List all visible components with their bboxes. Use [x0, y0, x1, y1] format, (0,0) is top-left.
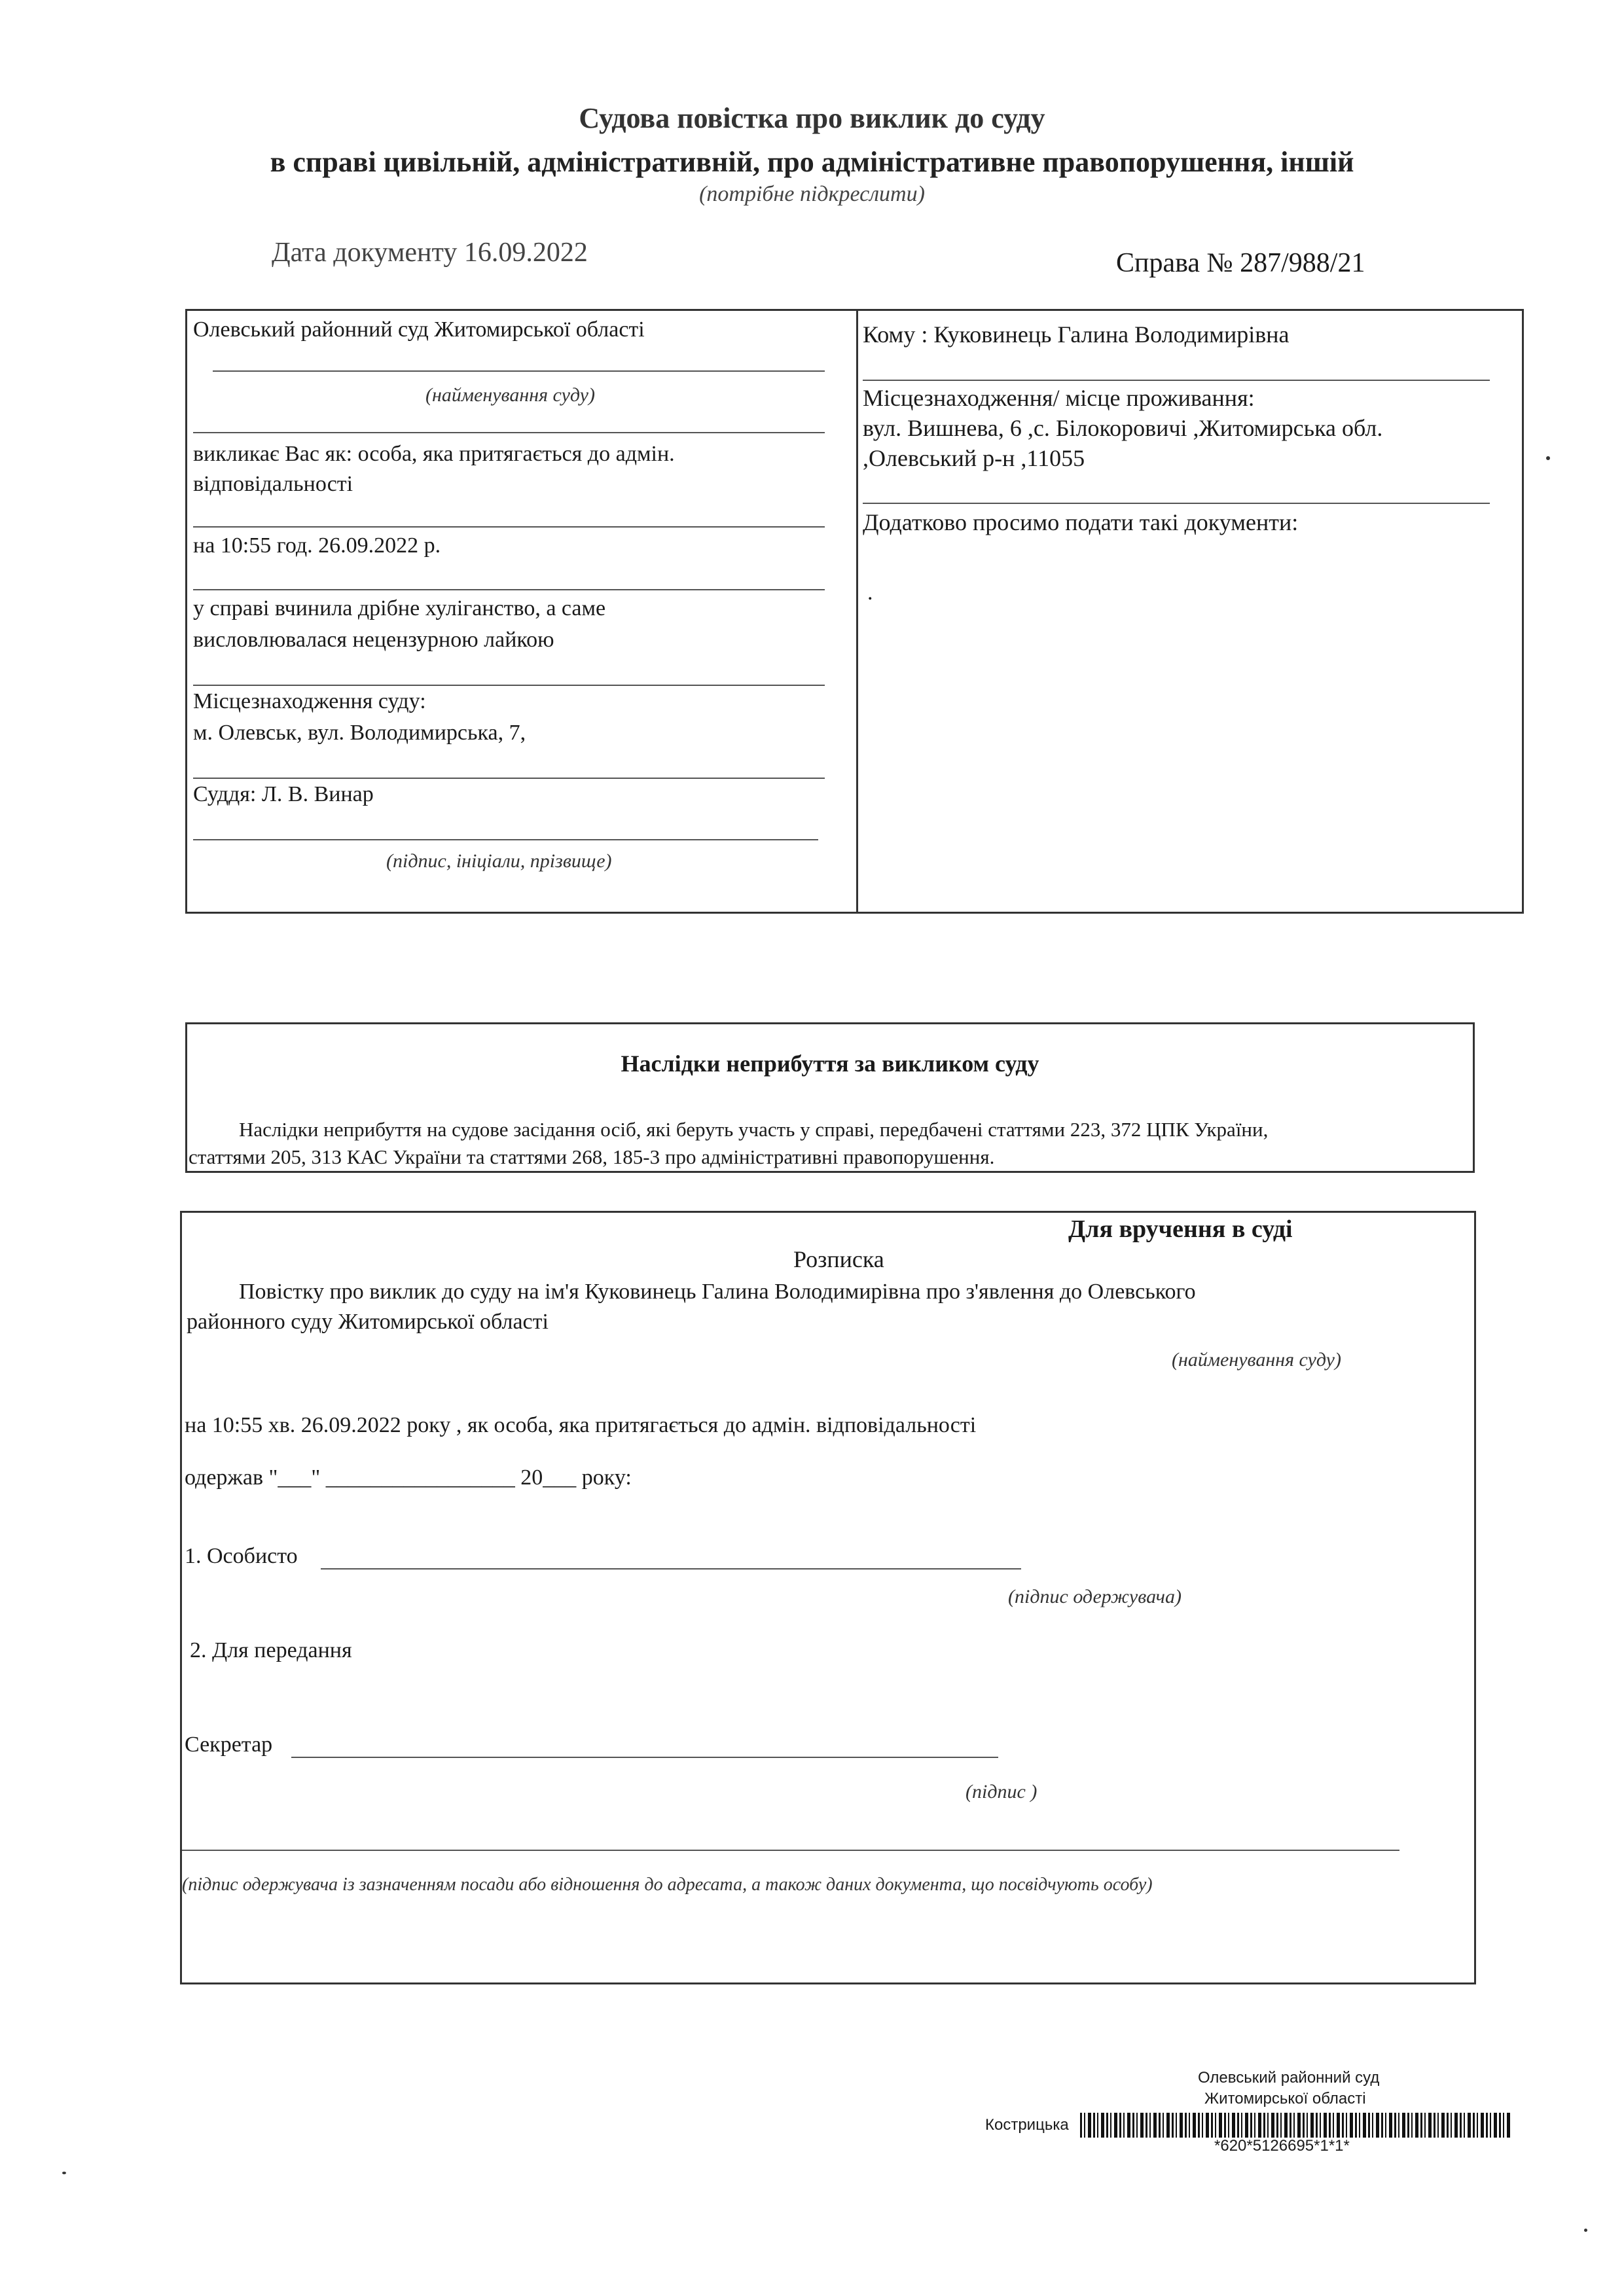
clerk-name: Кострицька [985, 2116, 1069, 2134]
summons-role-cont: відповідальності [193, 472, 353, 496]
divider [213, 370, 825, 372]
recipient-name: Кому : Куковинець Галина Володимирівна [863, 321, 1290, 348]
underline-note: (потрібне підкреслити) [699, 182, 925, 206]
court-name: Олевський районний суд Житомирської області [193, 317, 645, 342]
consequences-text: Наслідки неприбуття на судове засідання осіб, які беруть участь у справі, передбачені статтями 223, 372 ЦПК України, [239, 1118, 1269, 1141]
summons-role: викликає Вас як: особа, яка притягається до адмін. [193, 442, 675, 466]
signature-line [193, 839, 818, 840]
case-description-cont: висловлювалася нецензурною лайкою [193, 628, 554, 652]
divider [193, 589, 825, 590]
barcode-number: *620*5126695*1*1* [1214, 2137, 1350, 2155]
column-divider [856, 311, 858, 912]
court-location-value: м. Олевськ, вул. Володимирська, 7, [193, 721, 526, 745]
consequences-text-cont: статтями 205, 313 КАС України та статтями 268, 185-3 про адміністративні правопорушення. [189, 1145, 995, 1168]
receipt-line-1: Повістку про виклик до суду на ім'я Куковинець Галина Володимирівна про з'явлення до Олевського [239, 1280, 1196, 1304]
receipt-court-caption: (найменування суду) [1172, 1349, 1341, 1371]
scan-speck [1546, 456, 1550, 460]
address-label: Місцезнаходження/ місце проживання: [863, 385, 1255, 411]
hearing-time: на 10:55 год. 26.09.2022 р. [193, 533, 441, 558]
bottom-signature-caption: (підпис одержувача із зазначенням посади або відношення до адресата, а також даних документа, що посвідчують особу) [182, 1874, 1153, 1895]
secretary-signature-caption: (підпис ) [965, 1781, 1038, 1803]
scan-speck [1584, 2229, 1587, 2232]
secretary-label: Секретар [185, 1732, 273, 1757]
recipient-signature-line [321, 1568, 1021, 1570]
case-number: Справа № 287/988/21 [1116, 248, 1365, 278]
recipient-signature-caption: (підпис одержувача) [1008, 1586, 1182, 1607]
for-transfer-label: 2. Для передання [190, 1638, 352, 1662]
divider [193, 432, 825, 433]
documents-label: Додатково просимо подати такі документи: [863, 509, 1299, 535]
consequences-title: Наслідки неприбуття за викликом суду [621, 1050, 1039, 1077]
court-location-label: Місцезнаходження суду: [193, 689, 426, 713]
divider [863, 503, 1490, 504]
secretary-signature-line [291, 1757, 998, 1758]
stamp-court-name: Олевський районний суд [1198, 2069, 1380, 2087]
address-line-1: вул. Вишнева, 6 ,с. Білокоровичі ,Житомирська обл. [863, 415, 1383, 441]
court-name-caption: (найменування суду) [425, 384, 595, 406]
document-date: Дата документу 16.09.2022 [272, 238, 588, 268]
bottom-signature-line [182, 1850, 1399, 1851]
judge-name: Суддя: Л. В. Винар [193, 782, 374, 806]
stamp-court-region: Житомирської області [1204, 2090, 1366, 2108]
scan-speck [62, 2172, 66, 2174]
receipt-time-line: на 10:55 хв. 26.09.2022 року , як особа, яка притягається до адмін. відповідальності [185, 1413, 977, 1437]
document-subtitle: в справі цивільній, адміністративній, про адміністративне правопорушення, іншій [270, 146, 1354, 178]
for-court-delivery: Для вручення в суді [1068, 1215, 1293, 1243]
divider [193, 526, 825, 528]
received-date-field: одержав "___" _________________ 20___ року: [185, 1465, 632, 1490]
document-title: Судова повістка про виклик до суду [579, 102, 1045, 134]
documents-value: . [867, 581, 873, 605]
judge-signature-caption: (підпис, ініціали, прізвище) [386, 850, 612, 872]
personally-label: 1. Особисто [185, 1544, 298, 1568]
receipt-line-2: районного суду Житомирської області [187, 1310, 549, 1334]
address-line-2: ,Олевський р-н ,11055 [863, 445, 1085, 471]
receipt-title: Розписка [793, 1246, 884, 1272]
case-description: у справі вчинила дрібне хуліганство, а саме [193, 596, 606, 620]
barcode [1080, 2113, 1512, 2138]
